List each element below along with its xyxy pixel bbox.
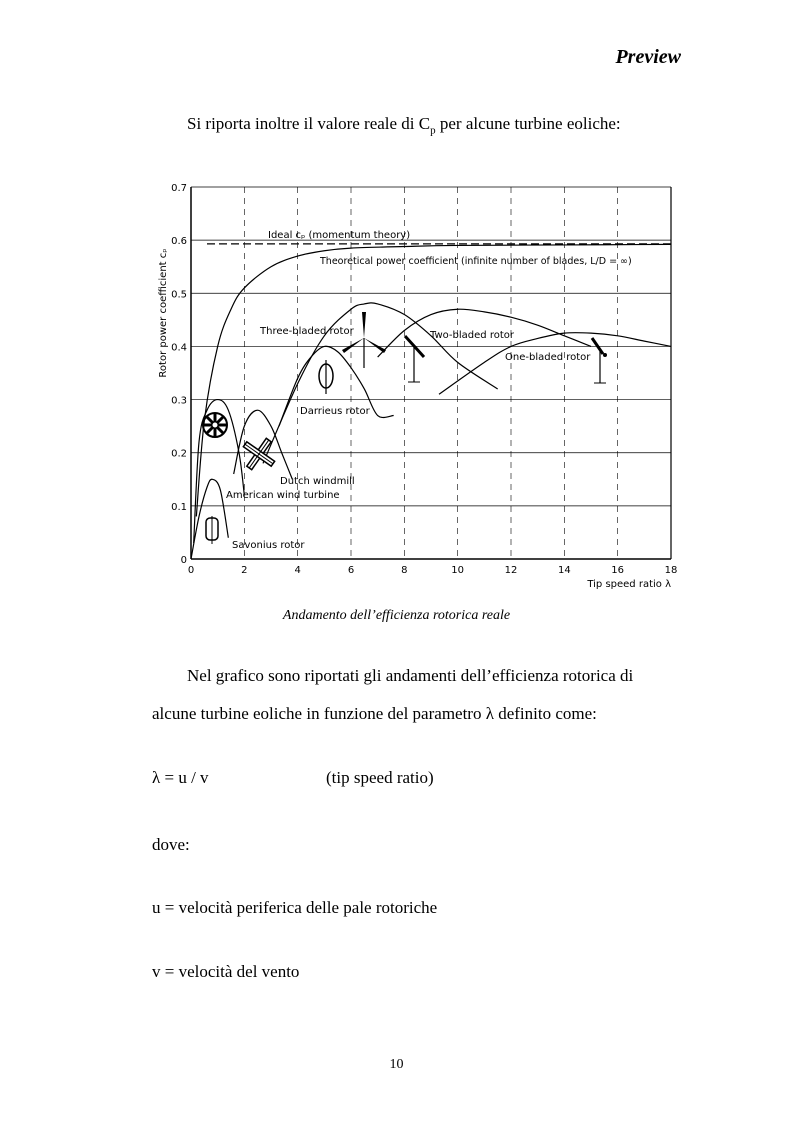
label-ideal: Ideal cₚ (momentum theory) bbox=[268, 230, 411, 241]
y-tick-label: 0.4 bbox=[171, 342, 187, 354]
one-bladed-icon bbox=[592, 338, 607, 383]
chart-grid bbox=[191, 187, 671, 559]
x-tick-label: 16 bbox=[611, 565, 625, 576]
x-tick-label: 14 bbox=[557, 565, 571, 576]
intro-paragraph bbox=[187, 114, 621, 136]
x-tick-label: 10 bbox=[451, 565, 465, 576]
label-darrieus: Darrieus rotor bbox=[300, 406, 370, 417]
label-one-bladed: One-bladed rotor bbox=[505, 352, 591, 363]
y-tick-label: 0.3 bbox=[171, 395, 187, 407]
label-theoretical: Theoretical power coefficient (infinite number of blades, L/D = ∞) bbox=[320, 256, 632, 267]
definition-v: v = velocità del vento bbox=[152, 962, 300, 981]
y-tick-label: 0.6 bbox=[171, 236, 187, 248]
x-tick-label: 8 bbox=[401, 565, 408, 576]
definition-u: u = velocità periferica delle pale rotoriche bbox=[152, 898, 438, 917]
three-bladed-icon bbox=[342, 312, 386, 368]
chart-series bbox=[191, 244, 671, 559]
equation-lhs: λ = u / v bbox=[152, 768, 209, 787]
chart-rotor-icons bbox=[203, 312, 607, 544]
x-tick-label: 12 bbox=[504, 565, 518, 576]
body-line-2-after: definito come: bbox=[493, 704, 597, 723]
label-american: American wind turbine bbox=[226, 490, 340, 501]
x-tick-label: 6 bbox=[347, 565, 355, 576]
equation-rhs: (tip speed ratio) bbox=[326, 768, 434, 787]
intro-text-after: per alcune turbine eoliche: bbox=[435, 114, 621, 133]
chart-labels bbox=[226, 230, 632, 551]
x-tick-label: 2 bbox=[241, 565, 248, 576]
label-three-bladed: Three-bladed rotor bbox=[260, 326, 354, 337]
label-savonius: Savonius rotor bbox=[232, 540, 305, 551]
page-number: 10 bbox=[389, 1057, 404, 1072]
darrieus-icon bbox=[319, 360, 333, 394]
intro-text-before: Si riporta inoltre il valore reale di C bbox=[187, 114, 431, 133]
equation bbox=[152, 768, 434, 788]
x-tick-label: 0 bbox=[187, 565, 195, 576]
label-dutch: Dutch windmill bbox=[280, 476, 355, 487]
y-tick-label: 0.5 bbox=[171, 289, 187, 301]
savonius-icon bbox=[206, 516, 218, 544]
x-tick-label: 18 bbox=[664, 565, 678, 576]
american-wind-turbine-icon bbox=[203, 413, 227, 437]
label-two-bladed: Two-bladed rotor bbox=[430, 330, 514, 341]
y-tick-label: 0.1 bbox=[171, 501, 187, 513]
y-tick-label: 0 bbox=[180, 555, 187, 566]
lambda-symbol: λ bbox=[485, 704, 494, 723]
body-line-2 bbox=[152, 704, 597, 724]
two-bladed-icon bbox=[405, 336, 424, 382]
body-line-2-before: alcune turbine eoliche in funzione del parametro bbox=[152, 704, 486, 723]
x-axis-label: Tip speed ratio λ bbox=[587, 579, 671, 590]
figure-caption: Andamento dell’efficienza rotorica reale bbox=[282, 608, 511, 623]
body-line-1: Nel grafico sono riportati gli andamenti dell’efficienza rotorica di bbox=[187, 666, 634, 685]
y-tick-label: 0.2 bbox=[171, 448, 187, 460]
y-axis-label: Rotor power coefficient cₚ bbox=[158, 248, 169, 378]
dove-label: dove: bbox=[152, 835, 190, 854]
series-line-one-bladed-rotor bbox=[439, 333, 671, 395]
y-tick-label: 0.7 bbox=[171, 183, 187, 194]
intro-subscript: p bbox=[430, 124, 436, 137]
cp-chart bbox=[160, 178, 690, 598]
x-tick-label: 4 bbox=[294, 565, 301, 576]
page-header-title: Preview bbox=[615, 46, 681, 68]
